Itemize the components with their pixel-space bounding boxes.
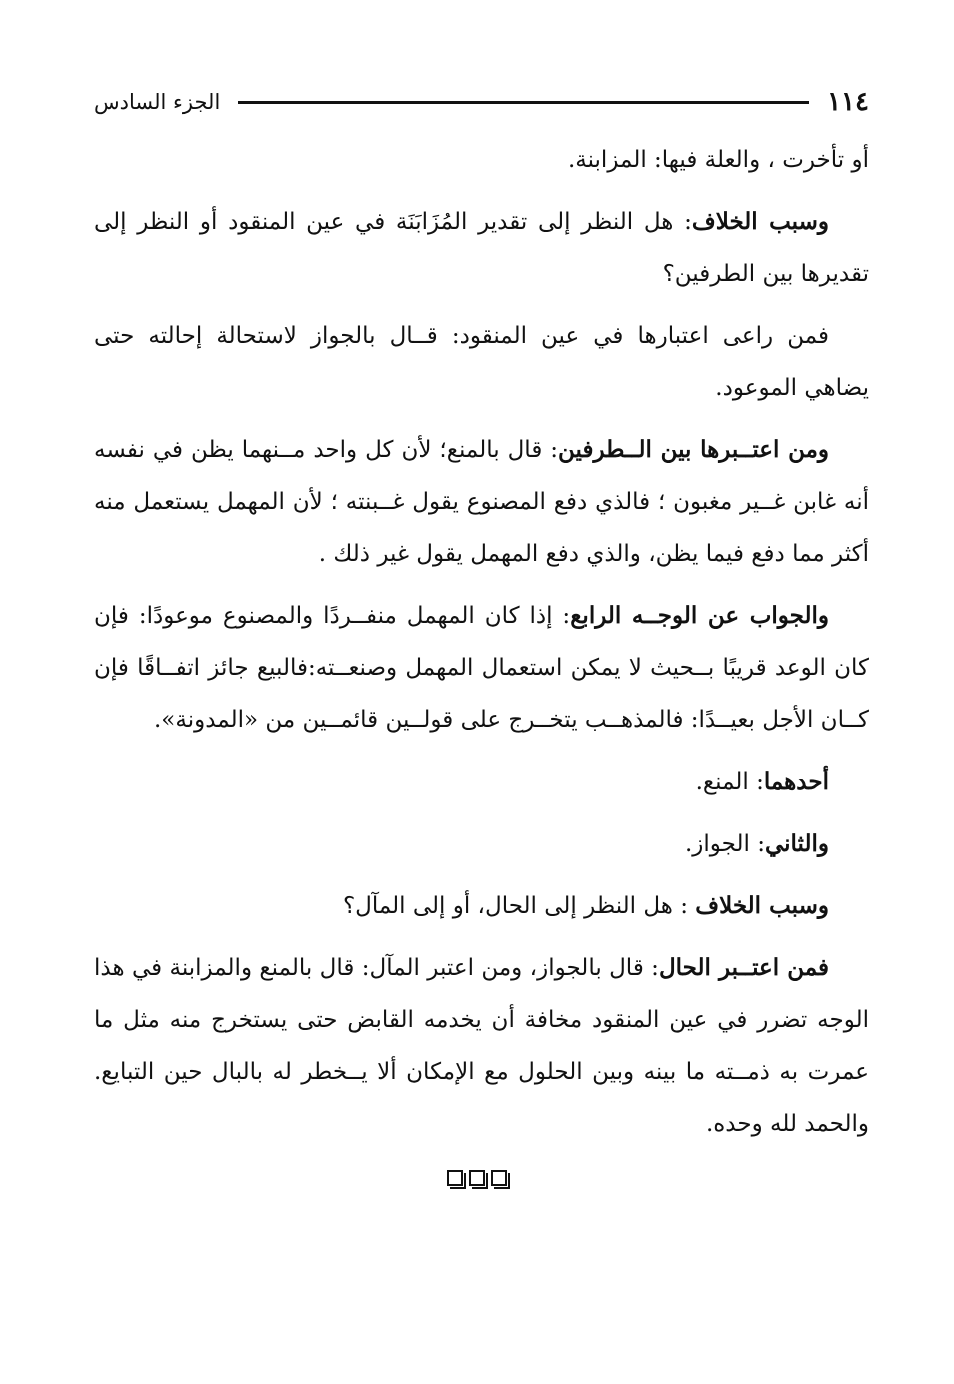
page-number: ١١٤ <box>827 87 869 117</box>
paragraph-8-text: : هل النظر إلى الحال، أو إلى المآل؟ <box>342 893 696 919</box>
paragraph-6-text: : المنع. <box>695 769 764 795</box>
paragraph-6 <box>94 756 869 808</box>
paragraph-8 <box>94 880 869 932</box>
paragraph-2-text: : هل النظر إلى تقدير المُزَابَنَة في عين المنقود أو النظر إلى تقديرها بين الطرفين؟ <box>94 209 869 287</box>
paragraph-6-lead: أحدهما <box>763 768 829 795</box>
paragraph-7 <box>94 818 869 870</box>
page-body <box>94 134 869 1160</box>
page-header <box>94 80 869 124</box>
paragraph-9-text: : قال بالجواز، ومن اعتبر المآل: قال بالمنع والمزابنة في هذا الوجه تضرر في عين المنقود مخافة أن يخدمه القابض حتى يستخرج منه مثل ما عمرت به ذمــته ما بينه وبين الحلول مع الإمكان ألا يــخطر له بالبال حين التبايع. والحمد لله وحده. <box>94 955 869 1137</box>
paragraph-5 <box>94 590 869 746</box>
paragraph-1 <box>94 134 869 186</box>
paragraph-7-lead: والثاني <box>764 830 829 857</box>
paragraph-9-lead: فمن اعتــبر الحال <box>658 954 829 981</box>
paragraph-2-lead: وسبب الخلاف <box>691 208 829 235</box>
paragraph-3-text: فمن راعى اعتبارها في عين المنقود: قــال بالجواز لاستحالة إحالته حتى يضاهي الموعود. <box>94 323 869 401</box>
paragraph-9 <box>94 942 869 1150</box>
paragraph-2 <box>94 196 869 300</box>
paragraph-5-text: : إذا كان المهمل منفــردًا والمصنوع موعودًا: فإن كان الوعد قريبًا بــحيث لا يمكن استعمال المهمل وصنعــته:فالبيع جائز اتفــاقًا فإن كــان الأجل بعيــدًا: فالمذهــب يتخــرج على قولــين قائمــين من «المدونة». <box>94 603 869 733</box>
paragraph-5-lead: والجواب عن الوجــه الرابع <box>570 602 829 629</box>
paragraph-7-text: : الجواز. <box>684 831 765 857</box>
paragraph-8-lead: وسبب الخلاف <box>695 892 829 919</box>
ornament-box-icon <box>469 1170 485 1186</box>
paragraph-1-text: أو تأخرت ، والعلة فيها: المزابنة. <box>567 147 869 173</box>
running-title: الجزء السادس <box>94 90 221 114</box>
ornament-box-icon <box>491 1170 507 1186</box>
paragraph-4-text: : قال بالمنع؛ لأن كل واحد مــنهما يظن في نفسه أنه غابن غــير مغبون ؛ فالذي دفع المصنوع يقول غــبنته ؛ لأن المهمل يستعمل منه أكثر مما دفع فيما يظن، والذي دفع المهمل يقول غير ذلك . <box>94 437 870 567</box>
triple-box-ornament-icon <box>0 1170 954 1186</box>
paragraph-4 <box>94 424 869 580</box>
ornament-box-icon <box>447 1170 463 1186</box>
header-rule <box>238 101 809 104</box>
paragraph-4-lead: ومن اعتــبرها بين الــطرفين <box>558 436 830 463</box>
paragraph-3 <box>94 310 869 414</box>
